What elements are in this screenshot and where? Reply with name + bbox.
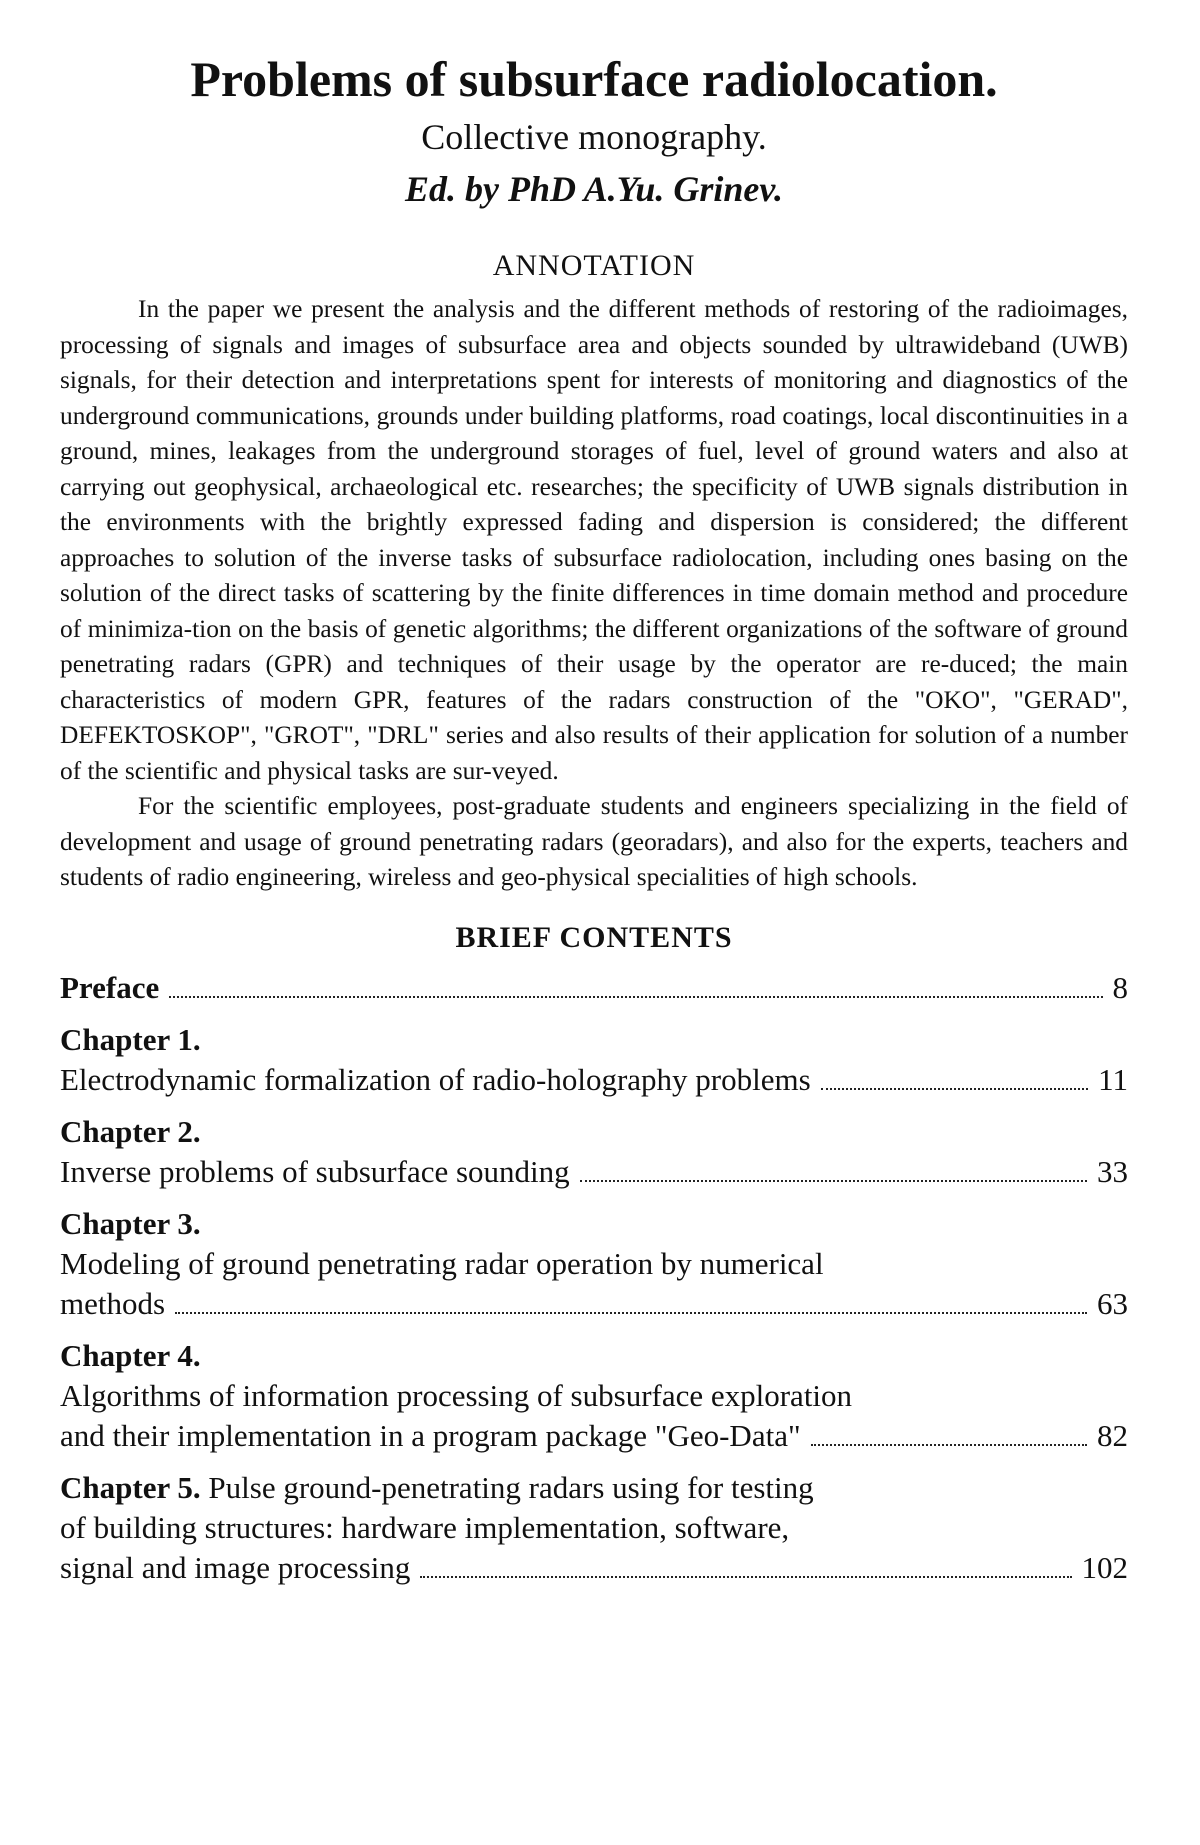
toc-chapter-4-page: 82 (1097, 1417, 1128, 1453)
toc-chapter-4-title-line-1: Algorithms of information processing of subsurface exploration (60, 1377, 853, 1413)
toc-chapter-5-title-line-2: of building structures: hardware implementation, software, (60, 1509, 790, 1545)
annotation-paragraph-2: For the scientific employees, post-graduate students and engineers specializing in the field of development and usage of ground penetrating radars (georadars), and also for the experts, teachers and students of radio engineering, wireless and geo-physical specialities of high schools. (60, 792, 1128, 891)
book-editor: Ed. by PhD A.Yu. Grinev. (404, 169, 784, 209)
annotation-paragraph-1: In the paper we present the analysis and the different methods of restoring of the radioimages, processing of signals and images of subsurface area and objects sounded by ultrawideband (UWB) signals, for their detection and interpretations spent for interests of monitoring and diagnostics of the underground communications, grounds under building platforms, road coatings, local discontinuities in a ground, mines, leakages from the underground storages of fuel, level of ground waters and also at carrying out geophysical, archaeological etc. researches; the specificity of UWB signals distribution in the environments with the brightly expressed fading and dispersion is considered; the different approaches to solution of the inverse tasks of subsurface radiolocation, including ones basing on the solution of the direct tasks of scattering by the finite differences in time domain method and procedure of minimiza-tion on the basis of genetic algorithms; the different organizations of the software of ground penetrating radars (GPR) and techniques of their usage by the operator are re-duced; the main characteristics of modern GPR, features of the radars construction of the "OKO", "GERAD", DEFEKTOSKOP", "GROT", "DRL" series and also results of their application for solution of a number of the scientific and physical tasks are sur-veyed. (60, 295, 1128, 785)
toc-entry-chapter-2 (60, 1112, 1128, 1192)
toc-chapter-1-page: 11 (1098, 1061, 1128, 1097)
toc-chapter-5-label: Chapter 5. (60, 1469, 201, 1505)
book-subtitle: Collective monography. (421, 117, 767, 157)
toc-chapter-5-title-line-1: Pulse ground-penetrating radars using for testing (208, 1469, 814, 1505)
toc-preface-label: Preface (60, 969, 160, 1005)
toc-leader-dots (821, 1088, 1088, 1090)
toc-chapter-4-title-line-2: and their implementation in a program package "Geo-Data" (60, 1417, 801, 1453)
toc-preface-page: 8 (1112, 969, 1128, 1005)
toc-chapter-2-title: Inverse problems of subsurface sounding (60, 1153, 570, 1189)
contents-heading: BRIEF CONTENTS (455, 920, 733, 954)
toc-leader-dots (420, 1576, 1071, 1578)
toc-leader-dots (169, 996, 1102, 998)
toc-entry-chapter-4 (60, 1336, 1128, 1456)
book-title: Problems of subsurface radiolocation. (190, 51, 998, 107)
toc-chapter-3-label: Chapter 3. (60, 1205, 201, 1241)
toc-chapter-2-label: Chapter 2. (60, 1113, 201, 1149)
toc-entry-chapter-3 (60, 1204, 1128, 1324)
toc-chapter-3-title-line-1: Modeling of ground penetrating radar operation by numerical (60, 1245, 824, 1281)
toc-chapter-1-label: Chapter 1. (60, 1021, 201, 1057)
toc-chapter-5-title-line-3: signal and image processing (60, 1549, 411, 1585)
toc-entry-chapter-5 (60, 1468, 1128, 1588)
toc-entry-preface (60, 968, 1128, 1008)
toc-chapter-4-label: Chapter 4. (60, 1337, 201, 1373)
toc-leader-dots (811, 1444, 1087, 1446)
toc-chapter-1-title: Electrodynamic formalization of radio-holography problems (60, 1061, 811, 1097)
toc-chapter-3-page: 63 (1097, 1285, 1128, 1321)
toc-chapter-3-title-line-2: methods (60, 1285, 166, 1321)
annotation-heading: ANNOTATION (492, 249, 696, 282)
toc-chapter-2-page: 33 (1097, 1153, 1128, 1189)
toc-chapter-5-page: 102 (1081, 1549, 1128, 1585)
toc-leader-dots (580, 1180, 1087, 1182)
toc-entry-chapter-1 (60, 1020, 1128, 1100)
toc-leader-dots (175, 1312, 1087, 1314)
table-of-contents (60, 968, 1128, 1588)
